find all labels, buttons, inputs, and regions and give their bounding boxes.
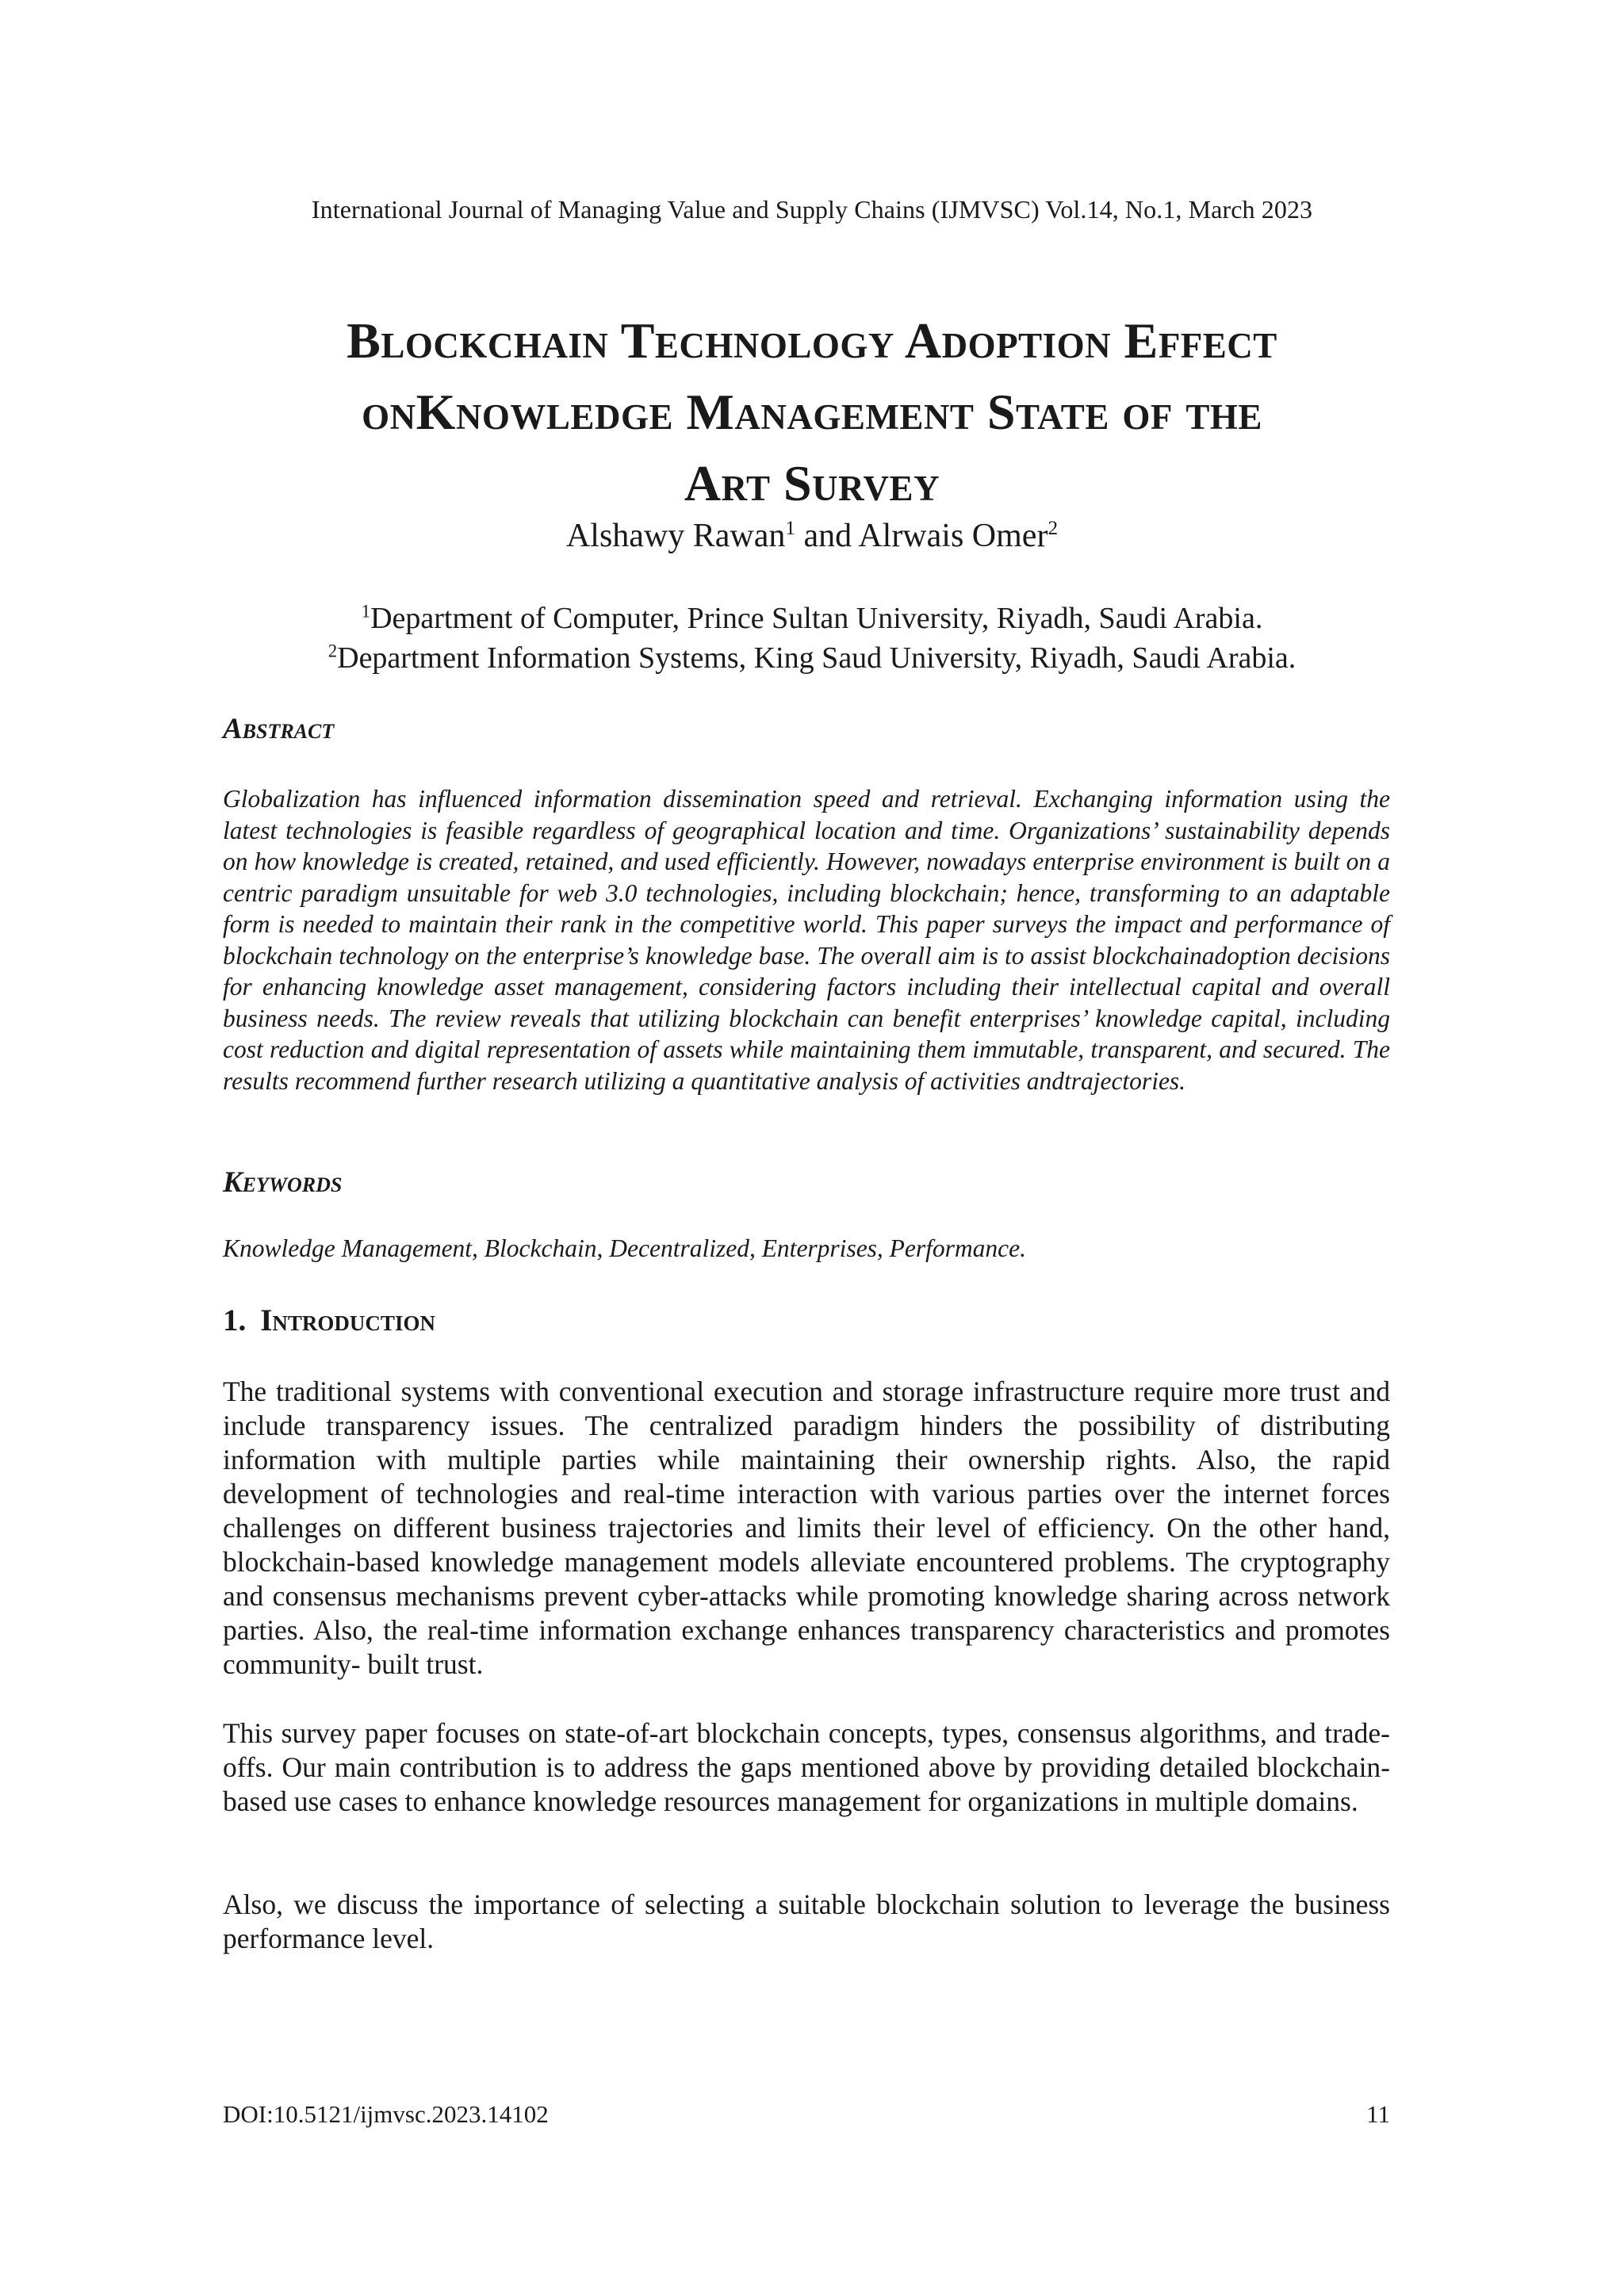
author-superscript: 1 <box>785 518 795 539</box>
paper-title <box>190 305 1434 519</box>
affiliations <box>0 599 1624 678</box>
affiliation-line <box>0 599 1624 638</box>
author-line <box>0 517 1624 555</box>
abstract-heading: Abstract <box>223 713 335 745</box>
title-line: Art Survey <box>684 455 940 511</box>
affiliation-line <box>0 638 1624 678</box>
keywords-list: Knowledge Management, Blockchain, Decentralized, Enterprises, Performance. <box>223 1234 1027 1262</box>
author-superscript: 2 <box>1048 518 1059 539</box>
abstract-body: Globalization has influenced information dissemination speed and retrieval. Exchanging information using the latest technologies is feasible regardless of geographical location and time. Organizations’ sustainability depends on how knowledge is created, retained, and used efficiently. However, nowadays enterprise environment is built on a centric paradigm unsuitable for web 3.0 technologies, including blockchain; hence, transforming to an adaptable form is needed to maintain their rank in the competitive world. This paper surveys the impact and performance of blockchain technology on the enterprise’s knowledge base. The overall aim is to assist blockchainadoption decisions for enhancing knowledge asset management, considering factors including their intellectual capital and overall business needs. The review reveals that utilizing blockchain can benefit enterprises’ knowledge capital, including cost reduction and digital representation of assets while maintaining them immutable, transparent, and secured. The results recommend further research utilizing a quantitative analysis of activities andtrajectories. <box>223 785 1390 1095</box>
page-footer <box>223 2100 1390 2129</box>
author-name: Alshawy Rawan <box>565 518 786 554</box>
introduction-heading <box>223 1303 435 1338</box>
affiliation-superscript: 1 <box>361 601 371 622</box>
section-number: 1. <box>223 1303 247 1337</box>
section-title: Introduction <box>260 1303 435 1337</box>
title-line: Blockchain Technology Adoption Effect <box>347 312 1277 369</box>
affiliation-text: Department of Computer, Prince Sultan University, Riyadh, Saudi Arabia. <box>370 602 1263 635</box>
doi-text: DOI:10.5121/ijmvsc.2023.14102 <box>223 2100 549 2128</box>
page-number: 11 <box>1366 2100 1390 2128</box>
affiliation-superscript: 2 <box>327 641 338 661</box>
affiliation-text: Department Information Systems, King Saud University, Riyadh, Saudi Arabia. <box>337 641 1297 675</box>
body-paragraph: This survey paper focuses on state-of-art blockchain concepts, types, consensus algorithms, and trade-offs. Our main contribution is to address the gaps mentioned above by providing detailed blockchain- based use cases to enhance knowledge resources management for organizations in multiple domains. <box>223 1717 1390 1817</box>
journal-header: International Journal of Managing Value and Supply Chains (IJMVSC) Vol.14, No.1, March 2023 <box>311 195 1313 224</box>
body-paragraph: Also, we discuss the importance of selecting a suitable blockchain solution to leverage the business performance level. <box>223 1888 1390 1954</box>
body-paragraph: The traditional systems with conventional execution and storage infrastructure require more trust and include transparency issues. The centralized paradigm hinders the possibility of distributing information with multiple parties while maintaining their ownership rights. Also, the rapid development of technologies and real-time interaction with various parties over the internet forces challenges on different business trajectories and limits their level of efficiency. On the other hand, blockchain-based knowledge management models alleviate encountered problems. The cryptography and consensus mechanisms prevent cyber-attacks while promoting knowledge sharing across network parties. Also, the real-time information exchange enhances transparency characteristics and promotes community- built trust. <box>223 1376 1390 1680</box>
title-line: onKnowledge Management State of the <box>362 384 1262 440</box>
author-name: and Alrwais Omer <box>795 518 1048 554</box>
keywords-heading: Keywords <box>223 1166 343 1199</box>
